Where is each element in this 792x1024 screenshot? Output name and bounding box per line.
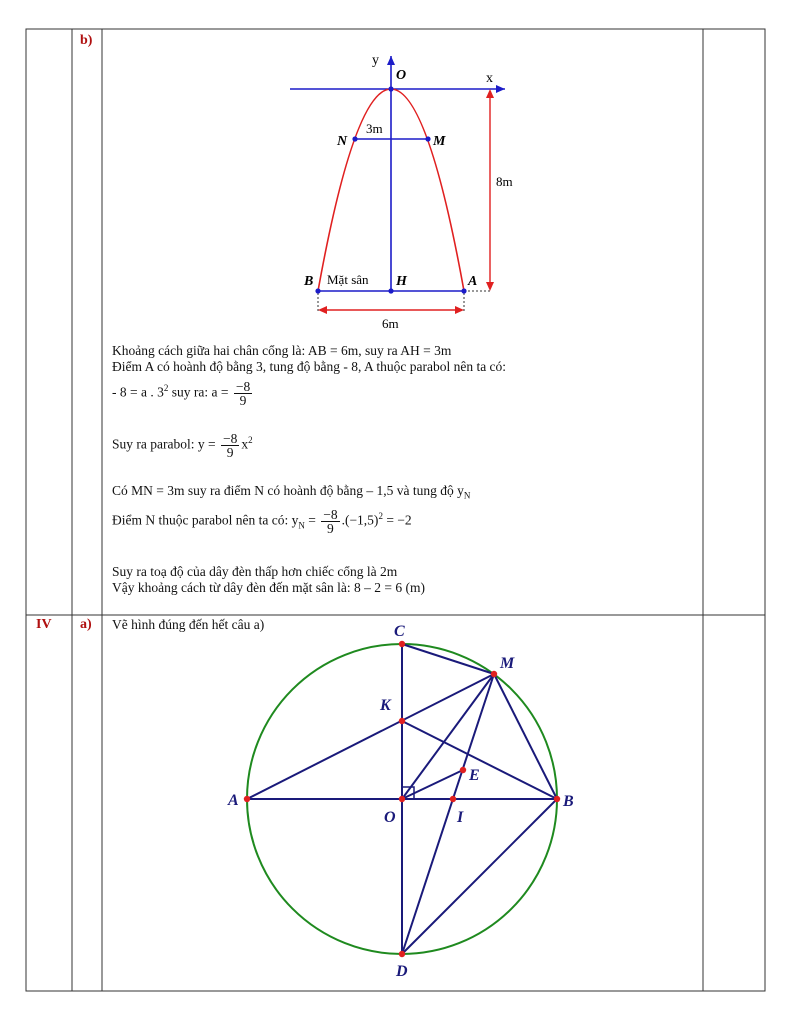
fraction-yn: $\frac{-8}{9}$ bbox=[323, 507, 338, 536]
label-a: A bbox=[228, 792, 239, 809]
label-o: O bbox=[396, 68, 407, 83]
sol-a-line1: Vẽ hình đúng đến hết câu a) bbox=[112, 617, 265, 632]
row-a-label: a) bbox=[80, 617, 92, 632]
sol-b-line3: - 8 = a . $3^2$ suy ra: a = $\frac{-8}{9}$ bbox=[112, 379, 251, 408]
label-a: A bbox=[468, 274, 478, 289]
point-b bbox=[554, 796, 560, 802]
segment-am bbox=[247, 674, 494, 799]
label-h: H bbox=[396, 274, 407, 289]
row-iv-label: IV bbox=[36, 617, 52, 632]
segment-dm bbox=[402, 674, 494, 954]
sol-b-line4: Suy ra parabol: y = $\frac{-8}{9}$ $x^2$ bbox=[112, 431, 253, 460]
fraction-parabola: $\frac{-8}{9}$ bbox=[222, 431, 238, 460]
label-8m: 8m bbox=[496, 174, 513, 189]
point-c bbox=[399, 641, 405, 647]
label-m: M bbox=[500, 655, 515, 672]
sol-b-line7: Suy ra toạ độ của dây đèn thấp hơn chiếc cổng là 2m bbox=[112, 564, 398, 579]
label-x: x bbox=[486, 71, 493, 86]
label-e: E bbox=[469, 767, 480, 784]
point-a bbox=[244, 796, 250, 802]
label-y: y bbox=[372, 53, 379, 68]
segment-db bbox=[402, 799, 557, 954]
label-6m: 6m bbox=[382, 316, 399, 331]
sol-b-line8: Vậy khoảng cách từ dây đèn đến mặt sân là: 8 – 2 = 6 (m) bbox=[112, 580, 425, 595]
segment-mb bbox=[494, 674, 557, 799]
label-k: K bbox=[380, 697, 391, 714]
segment-cm bbox=[402, 644, 494, 674]
point-m bbox=[491, 671, 497, 677]
sol-b-line5: Có MN = 3m suy ra điểm N có hoành độ bằng – 1,5 và tung độ $y_N$ bbox=[112, 483, 471, 501]
point-i bbox=[450, 796, 456, 802]
fraction-a: $\frac{-8}{9}$ bbox=[235, 379, 251, 408]
point-o bbox=[399, 796, 405, 802]
point-k bbox=[399, 718, 405, 724]
sol-b-line1: Khoảng cách giữa hai chân cổng là: AB = 6m, suy ra AH = 3m bbox=[112, 343, 452, 358]
label-i: I bbox=[457, 809, 464, 826]
label-3m: 3m bbox=[366, 121, 383, 136]
label-o: O bbox=[384, 809, 396, 826]
segment-om bbox=[402, 674, 494, 799]
label-d: D bbox=[396, 963, 408, 980]
point-e bbox=[460, 767, 466, 773]
sol-b-line2: Điểm A có hoành độ bằng 3, tung độ bằng - 8, A thuộc parabol nên ta có: bbox=[112, 359, 507, 374]
label-mat-san: Mặt sân bbox=[327, 272, 369, 287]
label-m: M bbox=[433, 134, 446, 149]
point-d bbox=[399, 951, 405, 957]
row-b-label: b) bbox=[80, 33, 93, 48]
label-n: N bbox=[337, 134, 348, 149]
sol-b-line6: Điểm N thuộc parabol nên ta có: $y_N$ = $\frac{-8}{9}$ $.(-1,5)^2 = -2$ bbox=[112, 507, 412, 536]
label-b: B bbox=[563, 793, 574, 810]
label-b: B bbox=[304, 274, 314, 289]
label-c: C bbox=[394, 623, 405, 640]
